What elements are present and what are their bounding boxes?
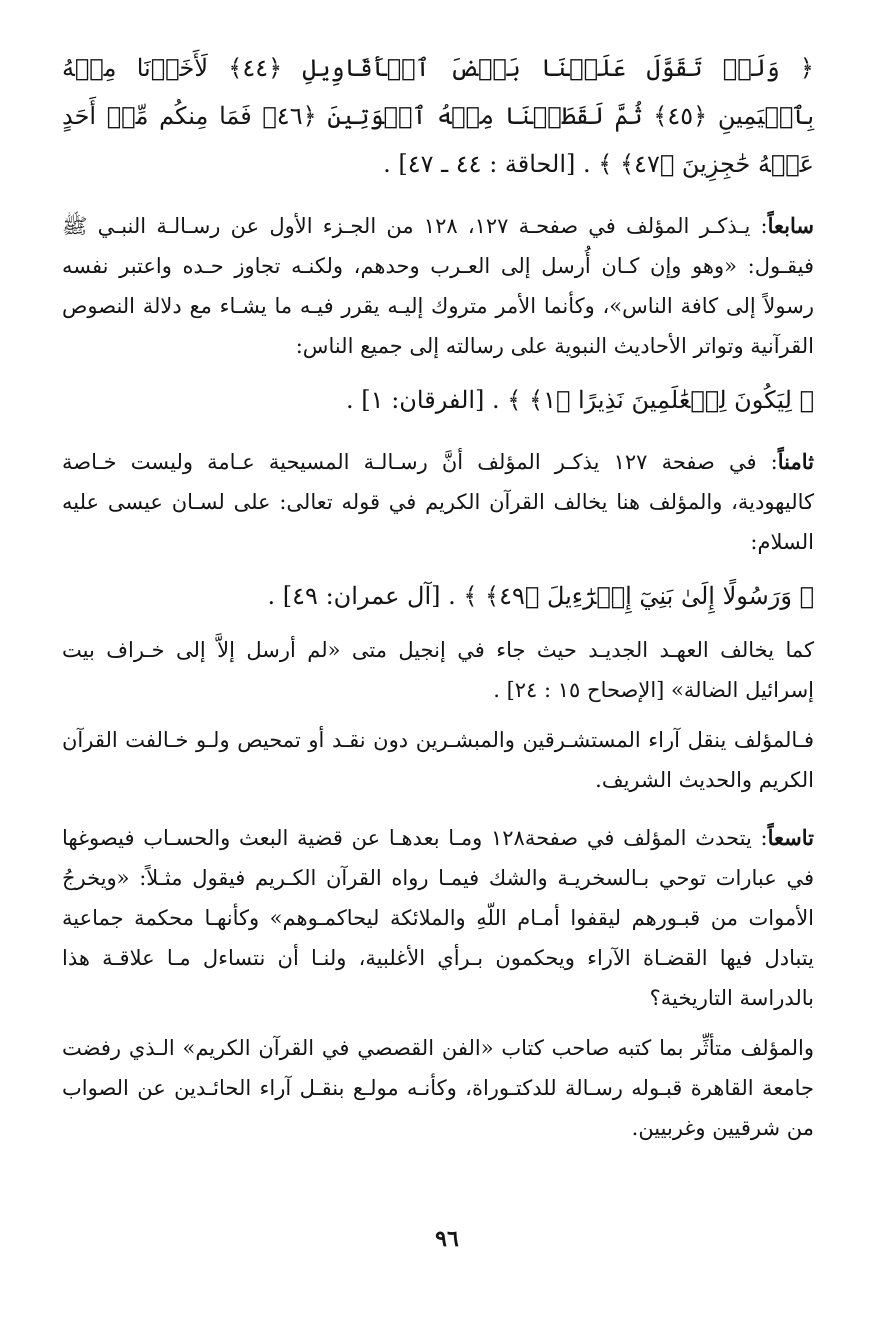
paragraph-eighth [62,442,814,562]
paragraph-body: فـالمؤلف ينقل آراء المستشـرقين والمبشـرين دون نقـد أو تمحيص ولـو خـالفت القرآن الكريم والحديث الشريف. [62,728,814,792]
paragraph-lead: سابعاً [767,213,815,238]
verse-text: ﴿ وَلَوۡ تَقَوَّلَ عَلَيۡنَا بَعۡضَ ٱلۡأَقَاوِيلِ ﴿٤٤﴾ لَأَخَذۡنَا مِنۡهُ بِٱلۡيَمِينِ ﴿٤٥﴾ ثُمَّ لَقَطَعۡنَا مِنۡهُ ٱلۡوَتِينَ ﴿٤٦﴾ فَمَا مِنكُم مِّنۡ أَحَدٍ عَنۡهُ حَٰجِزِينَ ﴿٤٧﴾ ﴾ . [الحاقة : ٤٤ ـ ٤٧] . [62,54,814,178]
paragraph-body: والمؤلف متأثِّر بما كتبه صاحب كتاب «الفن القصصي في القرآن الكريم» الـذي رفضت جامعة القاهرة قبـوله رسـالة للدكتـوراة، وكأنـه مولـع بنقـل آراء الحائـدين عن الصواب من شرقيين وغربيين. [62,1036,814,1140]
verse-text: ﴿ وَرَسُولًا إِلَىٰ بَنِيٓ إِسۡرَٰٓءِيلَ ﴿٤٩﴾ ﴾ . [آل عمران: ٤٩] . [267,582,814,610]
paragraph-seventh [62,206,814,366]
quran-verse-furqan [62,376,814,424]
paragraph-lead: ثامناً [777,449,814,474]
paragraph-body: : يـذكـر المؤلف في صفحـة ١٢٧، ١٢٨ من الجـزء الأول عن رسـالـة النبـي ﷺ فيقـول: «وهو وإن كـان أُرسل إلى العـرب وحدهم، ولكنـه تجاوز حـده واعتبر نفسه رسولاً إلى كافة الناس»، وكأنما الأمر متروك إليـه يقرر فيـه ما يشـاء مع دلالة النصوص القرآنية وتواتر الأحاديث النبوية على رسالته إلى جميع الناس: [62,214,814,358]
document-page [62,44,814,1148]
paragraph-influence [62,1028,814,1148]
paragraph-orientalists [62,720,814,800]
paragraph-body: : في صفحة ١٢٧ يذكـر المؤلف أنَّ رسـالـة المسيحية عـامة وليست خـاصة كاليهودية، والمؤلف هنا يخالف القرآن الكريم في قوله تعالى: على لسـان عيسى عليه السلام: [62,450,814,554]
quran-verse-al-imran [62,572,814,620]
quran-verse-haqqah [62,44,814,188]
page-number: ٩٦ [435,1226,459,1252]
paragraph-new-testament [62,630,814,710]
paragraph-body: : يتحدث المؤلف في صفحة١٢٨ ومـا بعدهـا عن قضية البعث والحسـاب فيصوغها في عبارات توحي بـالسخريـة والشك فيمـا رواه القرآن الكـريم فيقول مثـلاً: «ويخرجُ الأموات من قبـورهم ليقفوا أمـام اللّهِ والملائكة ليحاكمـوهم» وكأنهـا محكمة جماعية يتبادل فيها القضـاة الآراء ويحكمون بـرأي الأغلبية، ولنـا أن نتساءل مـا علاقـة هذا بالدراسة التاريخية؟ [62,826,814,1010]
paragraph-lead: تاسعاً [767,825,815,850]
paragraph-body: كما يخالف العهـد الجديـد حيث جاء في إنجيل متى «لم أرسل إلاَّ إلى خـراف بيت إسرائيل الضالة» [الإصحاح ١٥ : ٢٤] . [62,638,814,702]
verse-text: ﴿ لِيَكُونَ لِلۡعَٰلَمِينَ نَذِيرًا ﴿١﴾ ﴾ . [الفرقان: ١] . [346,386,814,414]
paragraph-ninth [62,818,814,1018]
